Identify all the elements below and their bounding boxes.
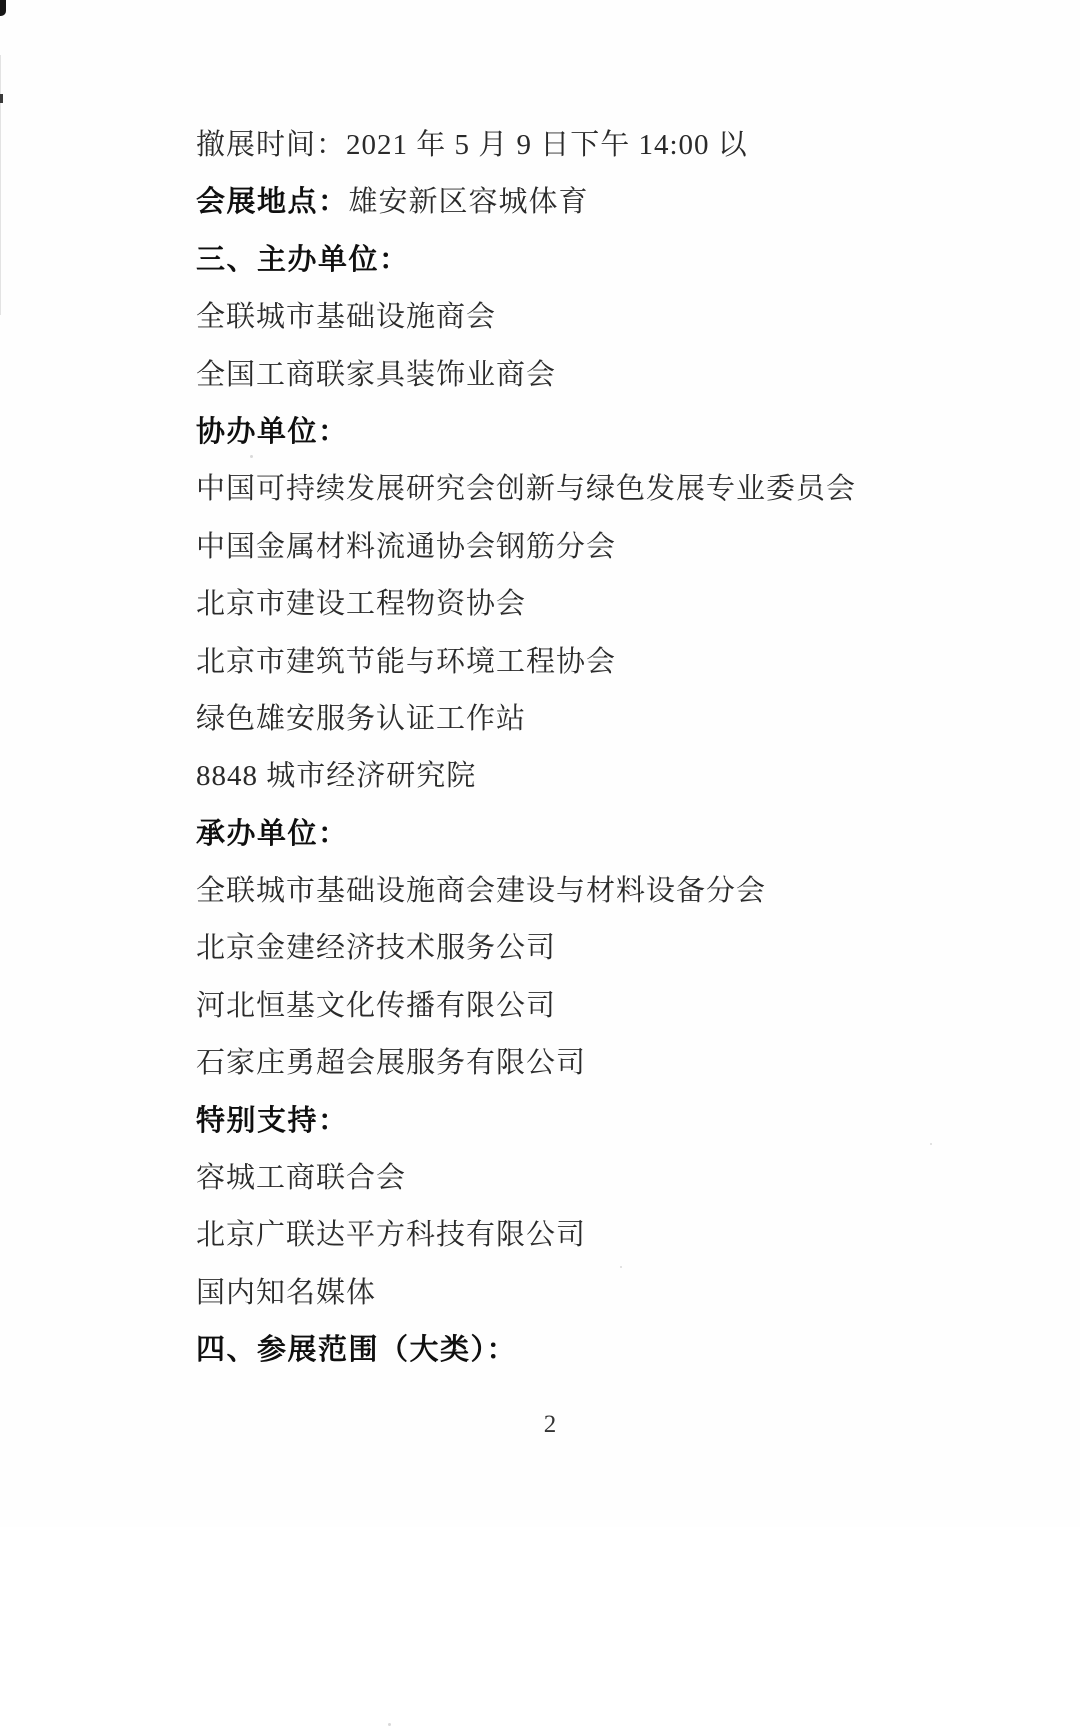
- heading-section4-exhibit-scope: 四、参展范围（大类）：: [196, 1334, 518, 1367]
- line-venue: [196, 183, 1020, 240]
- undertaker-item: 河北恒基文化传播有限公司: [196, 989, 557, 1022]
- co-organizer-item: 中国可持续发展研究会创新与绿色发展专业委员会: [196, 473, 857, 506]
- heading-special-support: 特别支持：: [196, 1104, 349, 1137]
- page-number: 2: [543, 1411, 557, 1438]
- co-organizer-item: 北京市建设工程物资协会: [196, 588, 527, 621]
- special-support-item: 容城工商联合会: [196, 1162, 407, 1195]
- co-organizer-item: 绿色雄安服务认证工作站: [196, 702, 527, 735]
- organizer-item: 全联城市基础设施商会: [196, 301, 497, 334]
- organizer-item: 全国工商联家具装饰业商会: [196, 358, 557, 391]
- special-support-item: 北京广联达平方科技有限公司: [196, 1219, 587, 1252]
- co-organizer-item: 8848 城市经济研究院: [196, 760, 477, 793]
- line-removal-time: 撤展时间：2021 年 5 月 9 日下午 14:00 以: [196, 129, 748, 161]
- undertaker-item: 全联城市基础设施商会建设与材料设备分会: [196, 875, 767, 908]
- undertaker-item: 北京金建经济技术服务公司: [196, 932, 557, 965]
- venue-label: 会展地点：: [196, 186, 349, 219]
- heading-co-organizers: 协办单位：: [196, 415, 349, 448]
- undertaker-item: 石家庄勇超会展服务有限公司: [196, 1047, 587, 1080]
- scan-artifact-corner: [0, 0, 6, 16]
- heading-section3-organizers: 三、主办单位：: [196, 243, 410, 276]
- co-organizer-item: 中国金属材料流通协会钢筋分会: [196, 530, 617, 563]
- document-body: [196, 126, 1020, 1389]
- venue-value: 雄安新区容城体育: [348, 186, 589, 219]
- scan-artifact-edge-tick: [0, 94, 3, 103]
- special-support-item: 国内知名媒体: [196, 1276, 377, 1309]
- co-organizer-item: 北京市建筑节能与环境工程协会: [196, 645, 617, 678]
- heading-undertakers: 承办单位：: [196, 817, 349, 850]
